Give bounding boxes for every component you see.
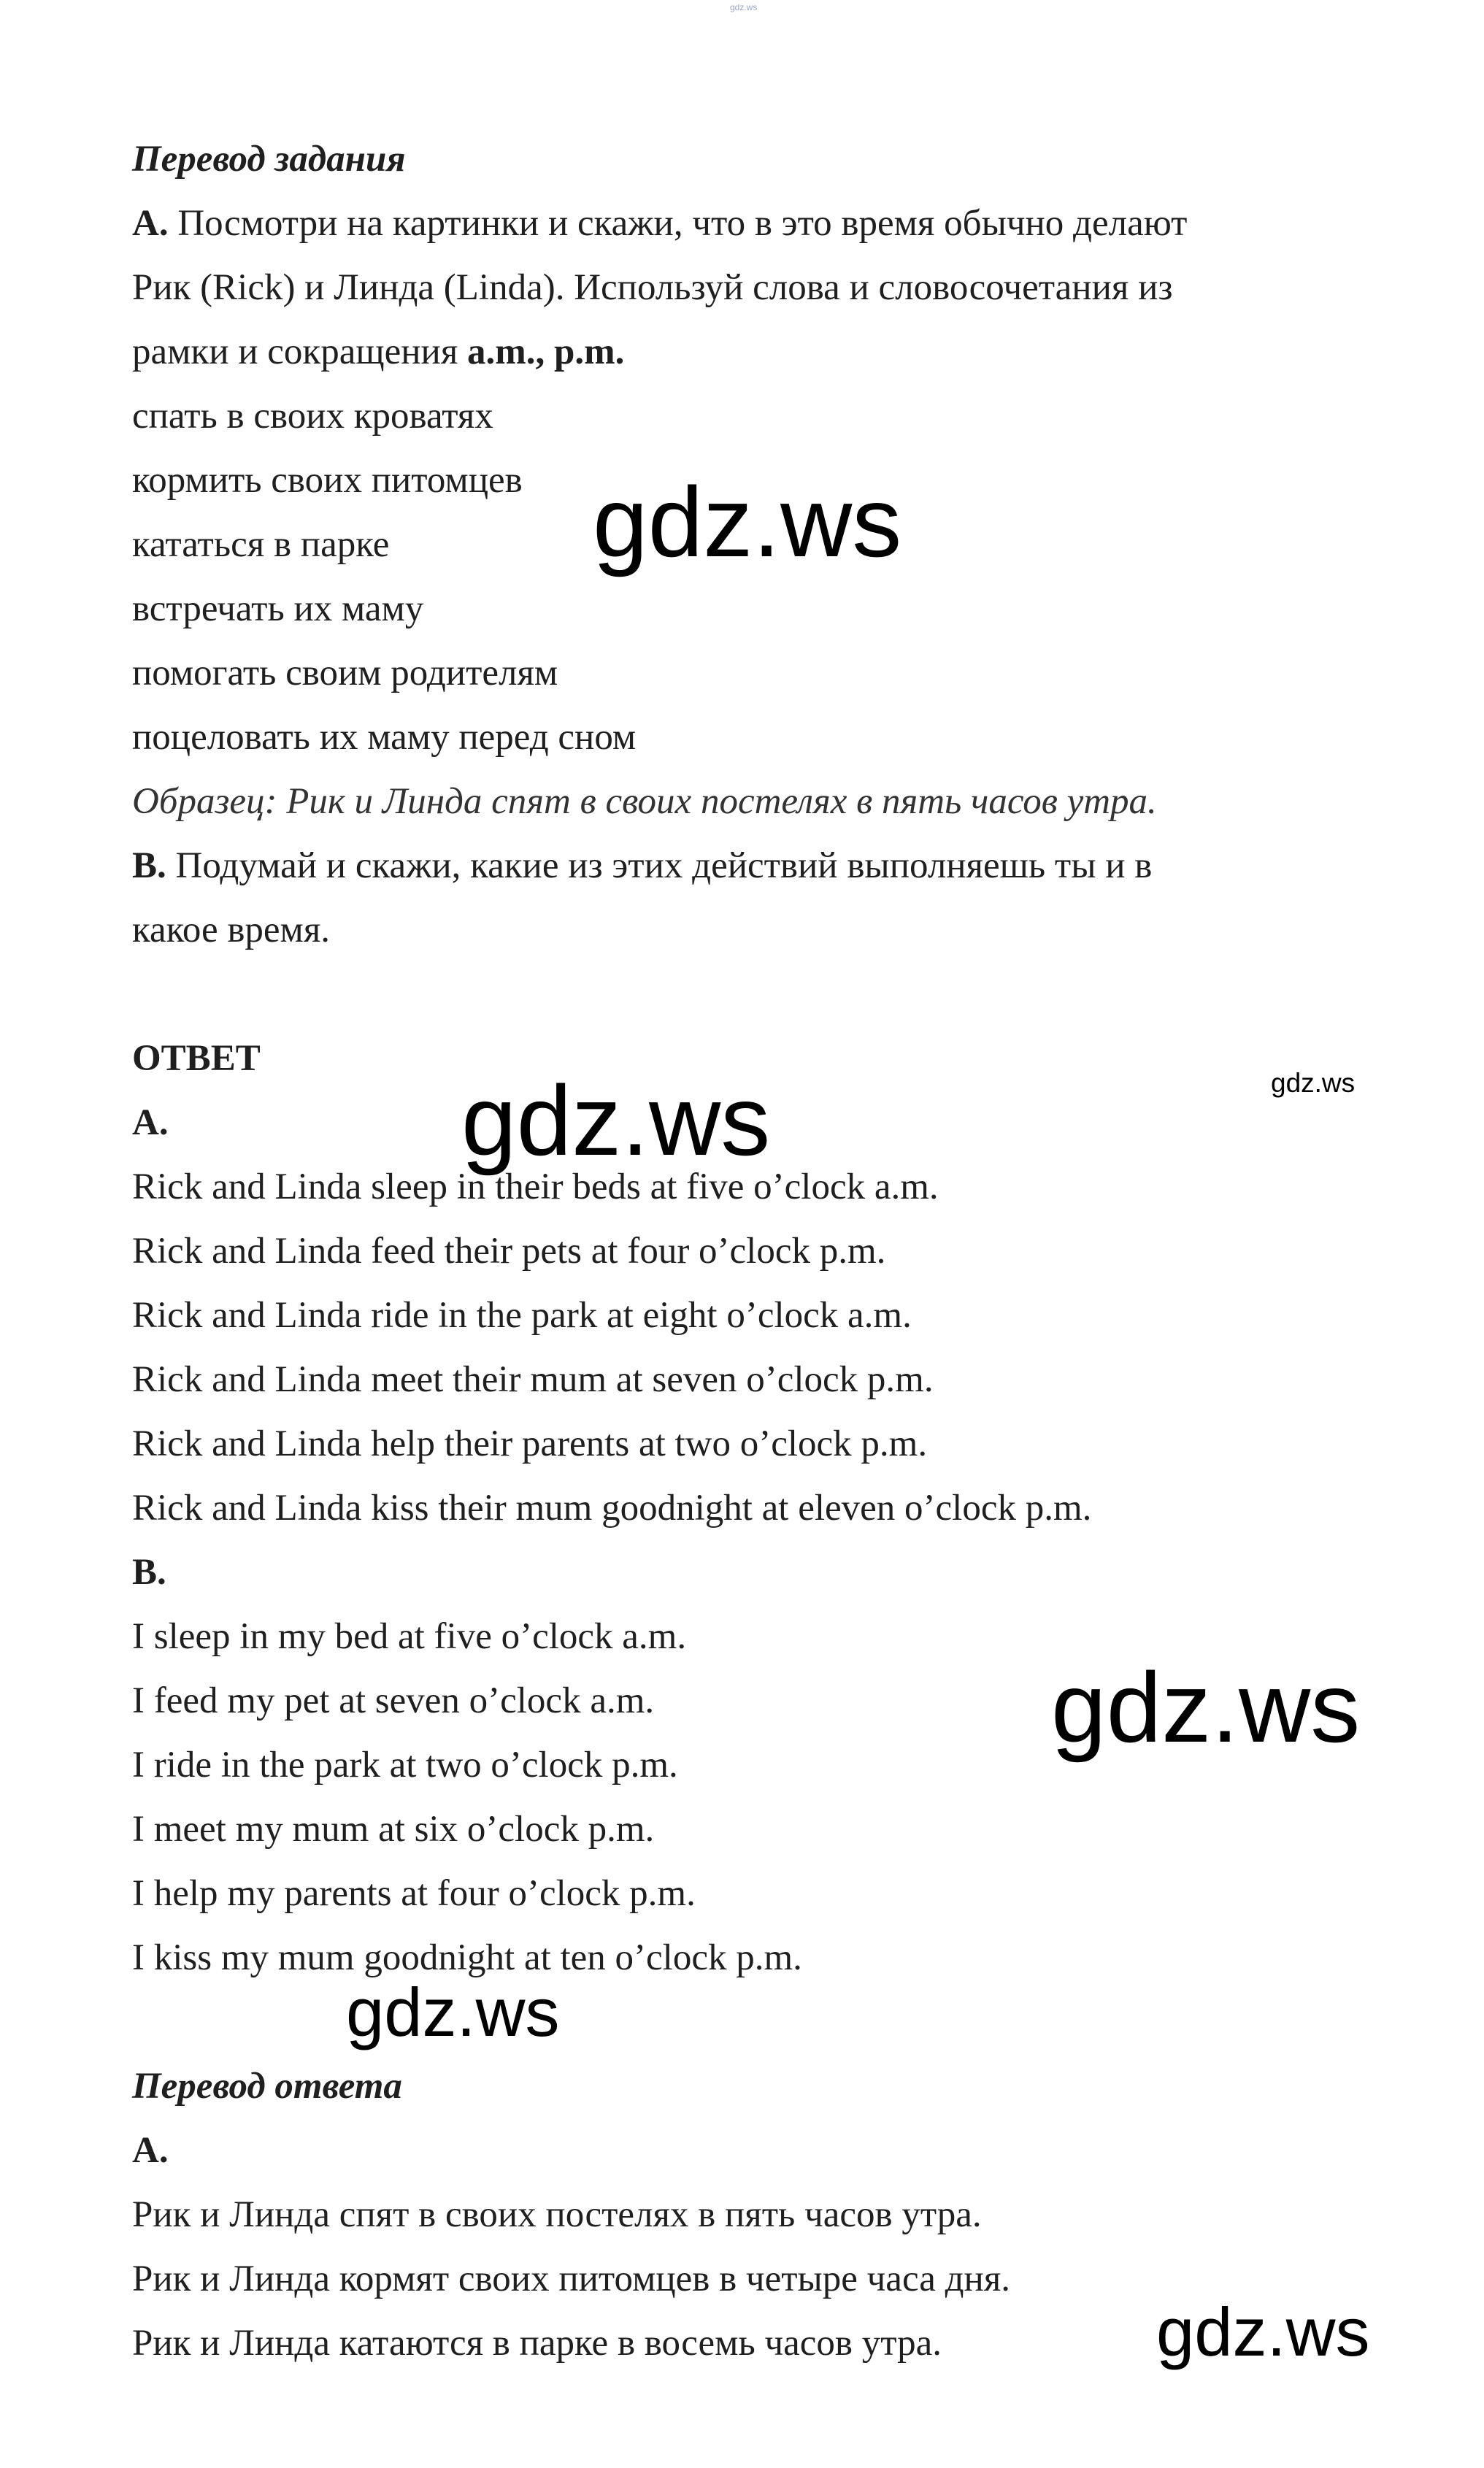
answer-heading: ОТВЕТ	[132, 1038, 261, 1079]
task-a-line2: Рик (Rick) и Линда (Linda). Используй слова и словосочетания из	[132, 267, 1173, 308]
translation-heading: Перевод ответа	[132, 2066, 402, 2107]
translation-line: Рик и Линда спят в своих постелях в пять часов утра.	[132, 2194, 982, 2235]
answer-a-line: Rick and Linda sleep in their beds at five o’clock a.m.	[132, 1166, 939, 1207]
answer-a-line: Rick and Linda ride in the park at eight o’clock a.m.	[132, 1295, 912, 1336]
answer-a-line: Rick and Linda help their parents at two o’clock p.m.	[132, 1423, 928, 1464]
phrase-item: спать в своих кроватях	[132, 396, 493, 437]
answer-b-line: I sleep in my bed at five o’clock a.m.	[132, 1616, 687, 1657]
answer-b-line: I help my parents at four o’clock p.m.	[132, 1873, 696, 1914]
translation-line: Рик и Линда катаются в парке в восемь часов утра.	[132, 2323, 942, 2364]
answer-a-label: A.	[132, 1102, 169, 1143]
task-b-text1: Подумай и скажи, какие из этих действий выполняешь ты и в	[175, 845, 1153, 886]
answer-a-line: Rick and Linda meet their mum at seven o’clock p.m.	[132, 1359, 934, 1400]
task-example: Образец: Рик и Линда спят в своих постелях в пять часов утра.	[132, 781, 1157, 822]
answer-b-line: I meet my mum at six o’clock p.m.	[132, 1809, 655, 1850]
answer-b-label: B.	[132, 1552, 166, 1593]
task-a-text3: рамки и сокращения	[132, 331, 468, 372]
task-a-line1	[132, 201, 1187, 245]
watermark: gdz.ws	[1051, 1652, 1361, 1763]
watermark: gdz.ws	[346, 1974, 560, 2050]
task-heading: Перевод задания	[132, 139, 406, 180]
task-abbreviations: a.m., p.m.	[467, 331, 625, 372]
phrase-item: помогать своим родителям	[132, 653, 558, 693]
watermark: gdz.ws	[461, 1065, 771, 1176]
watermark: gdz.ws	[1271, 1068, 1356, 1098]
answer-b-line: I kiss my mum goodnight at ten o’clock p.m.	[132, 1937, 802, 1978]
answer-b-line: I feed my pet at seven o’clock a.m.	[132, 1680, 655, 1721]
phrase-item: встречать их маму	[132, 588, 424, 629]
task-b-line2: какое время.	[132, 910, 331, 950]
phrase-item: кататься в парке	[132, 524, 390, 565]
translation-a-label: A.	[132, 2130, 169, 2171]
answer-b-line: I ride in the park at two o’clock p.m.	[132, 1745, 678, 1785]
task-a-text1: Посмотри на картинки и скажи, что в это время обычно делают	[177, 203, 1188, 244]
phrase-item: поцеловать их маму перед сном	[132, 717, 637, 758]
task-b-label: B.	[132, 845, 166, 886]
task-a-label: A.	[132, 203, 169, 244]
watermark: gdz.ws	[1156, 2294, 1370, 2370]
translation-line: Рик и Линда кормят своих питомцев в четыре часа дня.	[132, 2259, 1011, 2299]
task-b-line1	[132, 844, 1152, 888]
answer-a-line: Rick and Linda feed their pets at four o’clock p.m.	[132, 1231, 886, 1272]
task-a-line3	[132, 330, 624, 374]
watermark-top: gdz.ws	[730, 2, 758, 12]
watermark: gdz.ws	[593, 466, 902, 577]
answer-a-line: Rick and Linda kiss their mum goodnight at eleven o’clock p.m.	[132, 1488, 1092, 1529]
phrase-item: кормить своих питомцев	[132, 460, 523, 501]
